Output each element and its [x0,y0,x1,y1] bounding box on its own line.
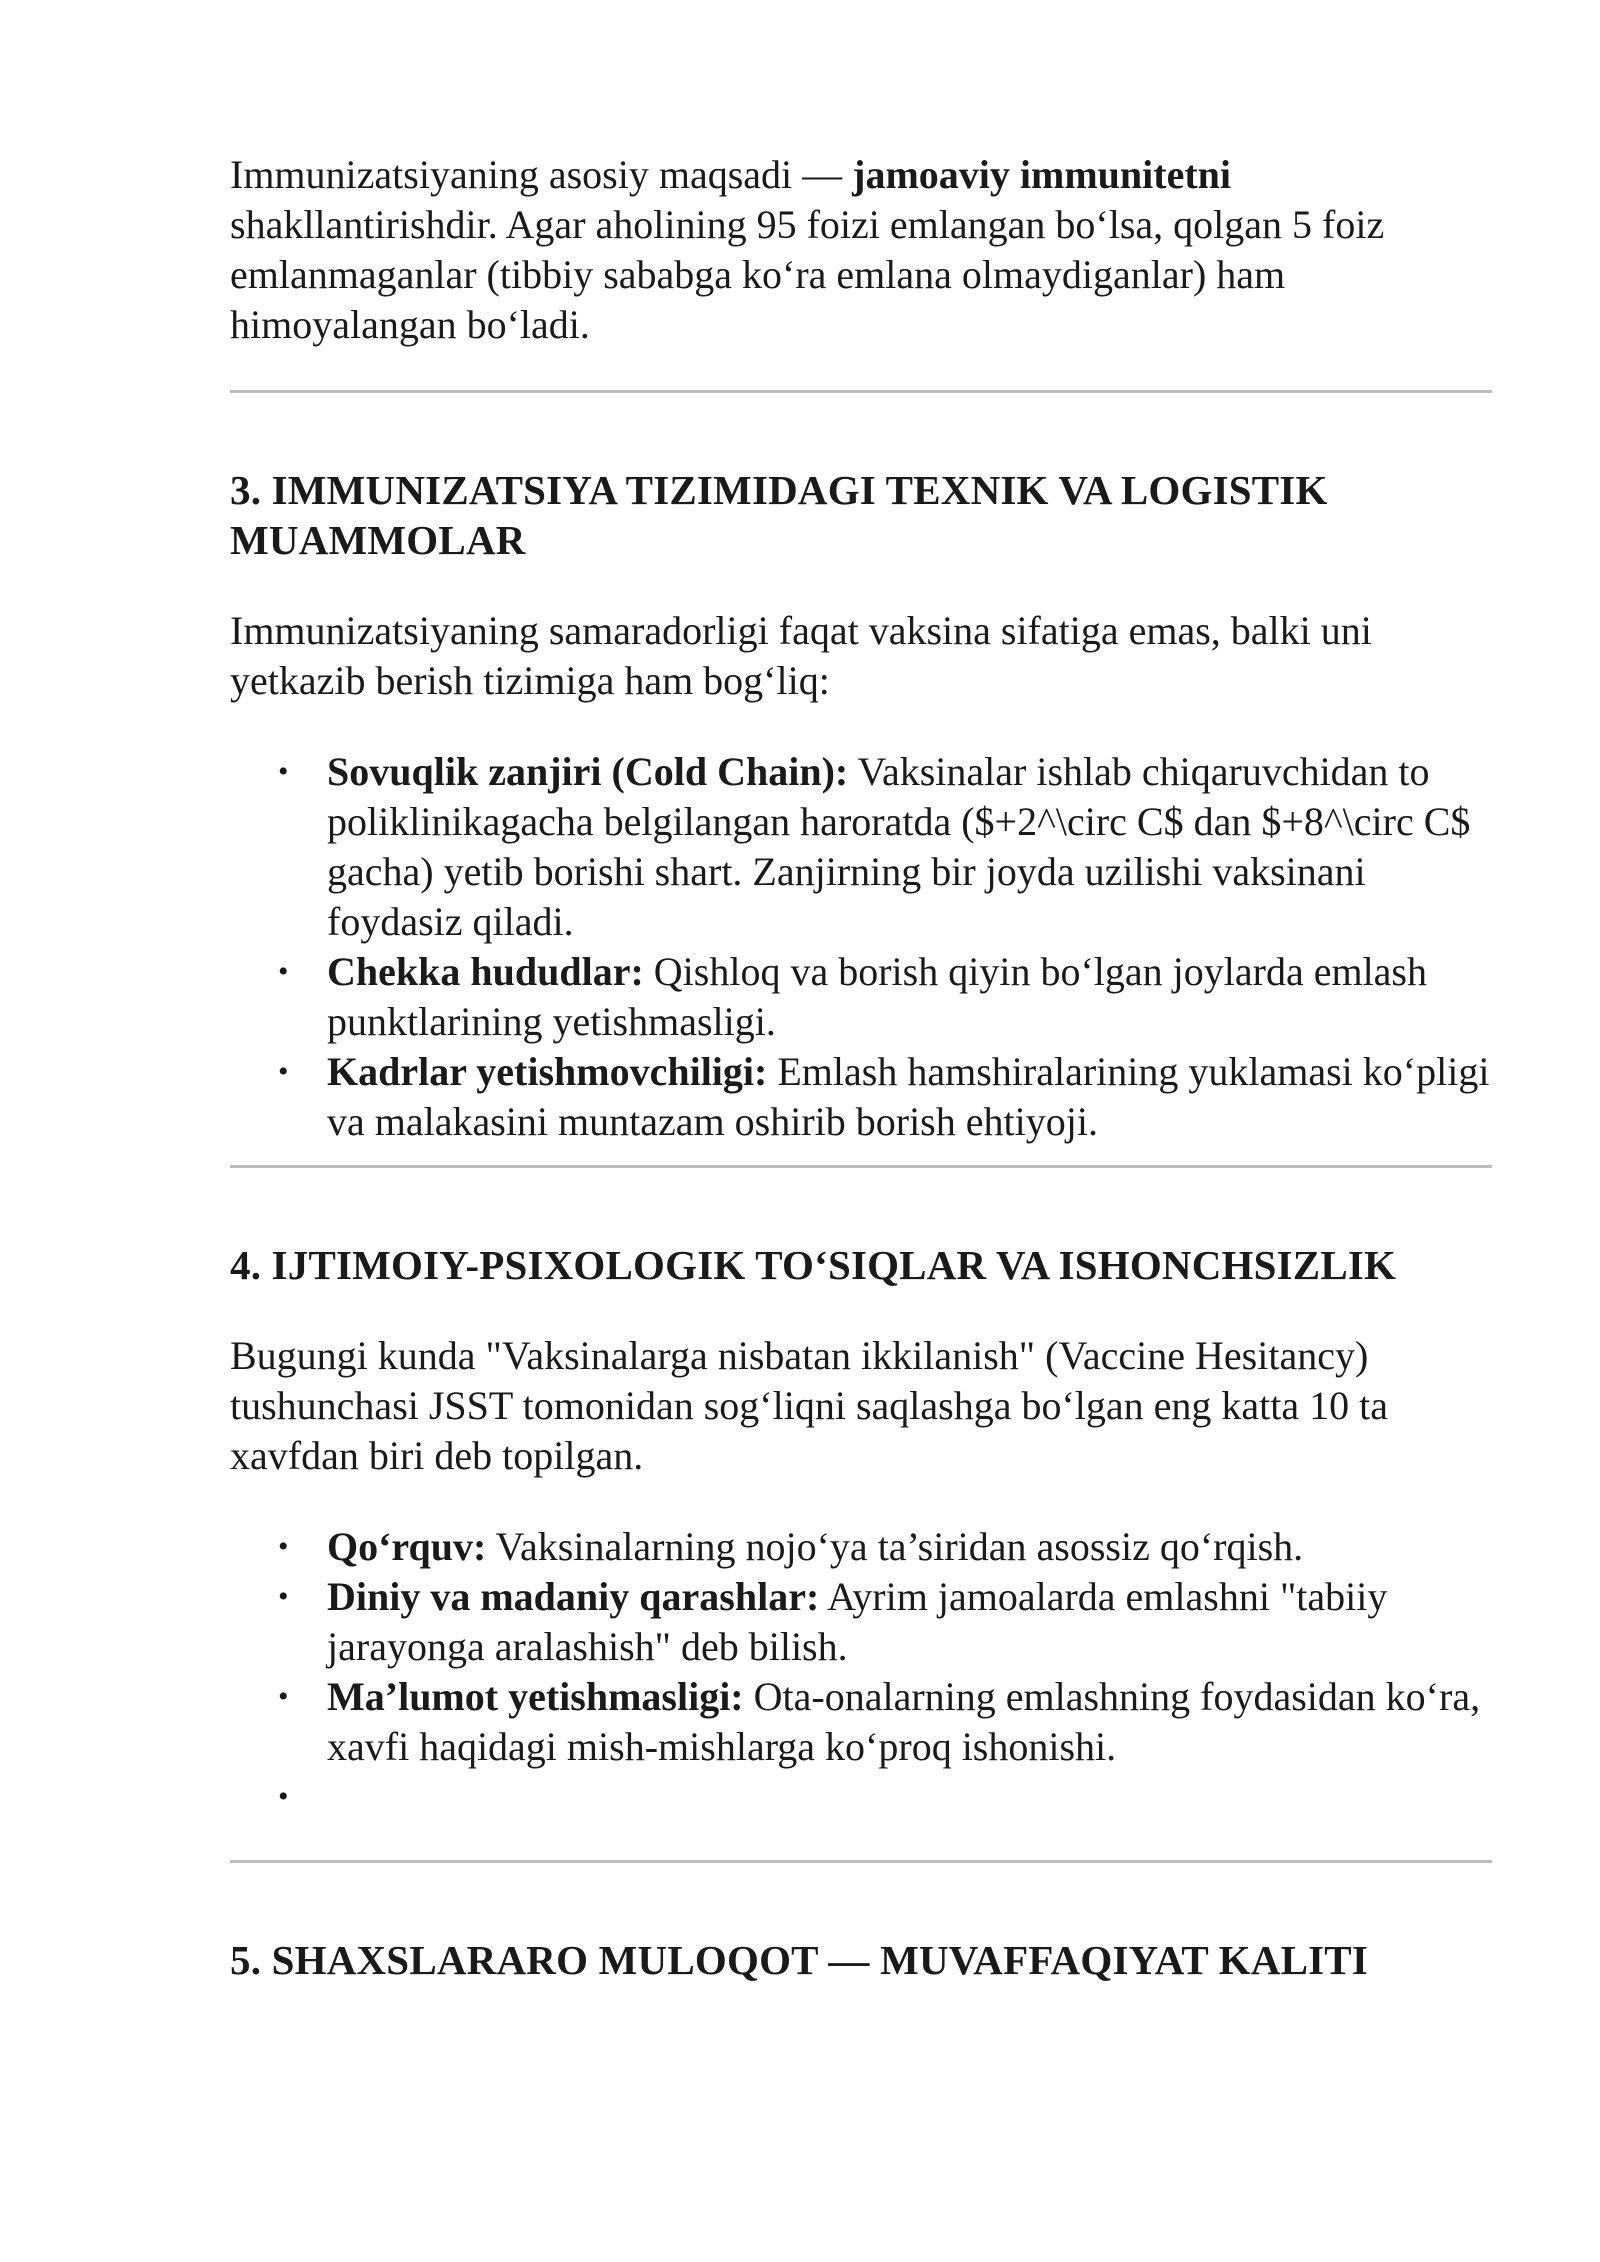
list-item-term: Chekka hududlar: [327,949,644,994]
section-3-list [230,747,1492,1147]
list-item-text: Vaksinalar ishlab chiqaruvchidan to poliklinikagacha belgilangan haroratda ($+2^\circ C$ dan $+8^\circ C$ gacha) yetib borishi shart. Zanjirning bir joyda uzilishi vaksinani foydasiz qiladi. [327,749,1471,944]
section-4-list [230,1522,1492,1822]
bullet-icon: • [278,1580,289,1613]
list-item [278,1572,1492,1672]
section-3-paragraph: Immunizatsiyaning samaradorligi faqat vaksina sifatiga emas, balki uni yetkazib berish tizimiga ham bog‘liq: [230,608,1372,703]
list-item [278,1672,1492,1772]
intro-text-before: Immunizatsiyaning asosiy maqsadi — [230,152,853,197]
bullet-icon: • [278,1780,289,1813]
list-item [278,747,1492,947]
list-item-term: Kadrlar yetishmovchiligi: [327,1049,768,1094]
list-item [278,1047,1492,1147]
intro-paragraph [230,150,1492,350]
list-item-text: Vaksinalarning nojo‘ya ta’siridan asossiz qo‘rqish. [486,1524,1304,1569]
section-4-heading: 4. IJTIMOIY-PSIXOLOGIK TO‘SIQLAR VA ISHONCHSIZLIK [230,1242,1397,1288]
list-item-text: Emlash hamshiralarining yuklamasi ko‘pligi va malakasini muntazam oshirib borish ehtiyoji. [327,1049,1490,1144]
list-item [278,947,1492,1047]
list-item-text: Ota-onalarning emlashning foydasidan ko‘ra, xavfi haqidagi mish-mishlarga ko‘proq ishonishi. [327,1674,1481,1769]
horizontal-rule [230,390,1492,393]
list-item-term: Diniy va madaniy qarashlar: [327,1574,820,1619]
section-4-paragraph: Bugungi kunda "Vaksinalarga nisbatan ikkilanish" (Vaccine Hesitancy) tushunchasi JSST tomonidan sog‘liqni saqlashga bo‘lgan eng katta 10 ta xavfdan biri deb topilgan. [230,1333,1389,1478]
horizontal-rule [230,1860,1492,1863]
document-page [230,150,1492,1985]
list-item-term: Ma’lumot yetishmasligi: [327,1674,744,1719]
bullet-icon: • [278,755,289,788]
section-3-heading: 3. IMMUNIZATSIYA TIZIMIDAGI TEXNIK VA LOGISTIK MUAMMOLAR [230,467,1328,563]
bullet-icon: • [278,955,289,988]
section-5-heading: 5. SHAXSLARARO MULOQOT — MUVAFFAQIYAT KALITI [230,1937,1368,1983]
list-item-term: Sovuqlik zanjiri (Cold Chain): [327,749,849,794]
bullet-icon: • [278,1530,289,1563]
list-item-text: Ayrim jamoalarda emlashni "tabiiy jarayonga aralashish" deb bilish. [327,1574,1388,1669]
list-item [278,1522,1492,1572]
list-item-term: Qo‘rquv: [327,1524,487,1569]
list-item-text: Qishloq va borish qiyin bo‘lgan joylarda emlash punktlarining yetishmasligi. [327,949,1427,1044]
list-item-empty [278,1772,1492,1822]
horizontal-rule [230,1165,1492,1168]
bullet-icon: • [278,1055,289,1088]
intro-text-after: shakllantirishdir. Agar aholining 95 foizi emlangan bo‘lsa, qolgan 5 foiz emlanmaganlar (tibbiy sababga ko‘ra emlana olmaydiganlar) ham himoyalangan bo‘ladi. [230,202,1385,347]
intro-bold-term: jamoaviy immunitetni [852,152,1232,197]
bullet-icon: • [278,1680,289,1713]
